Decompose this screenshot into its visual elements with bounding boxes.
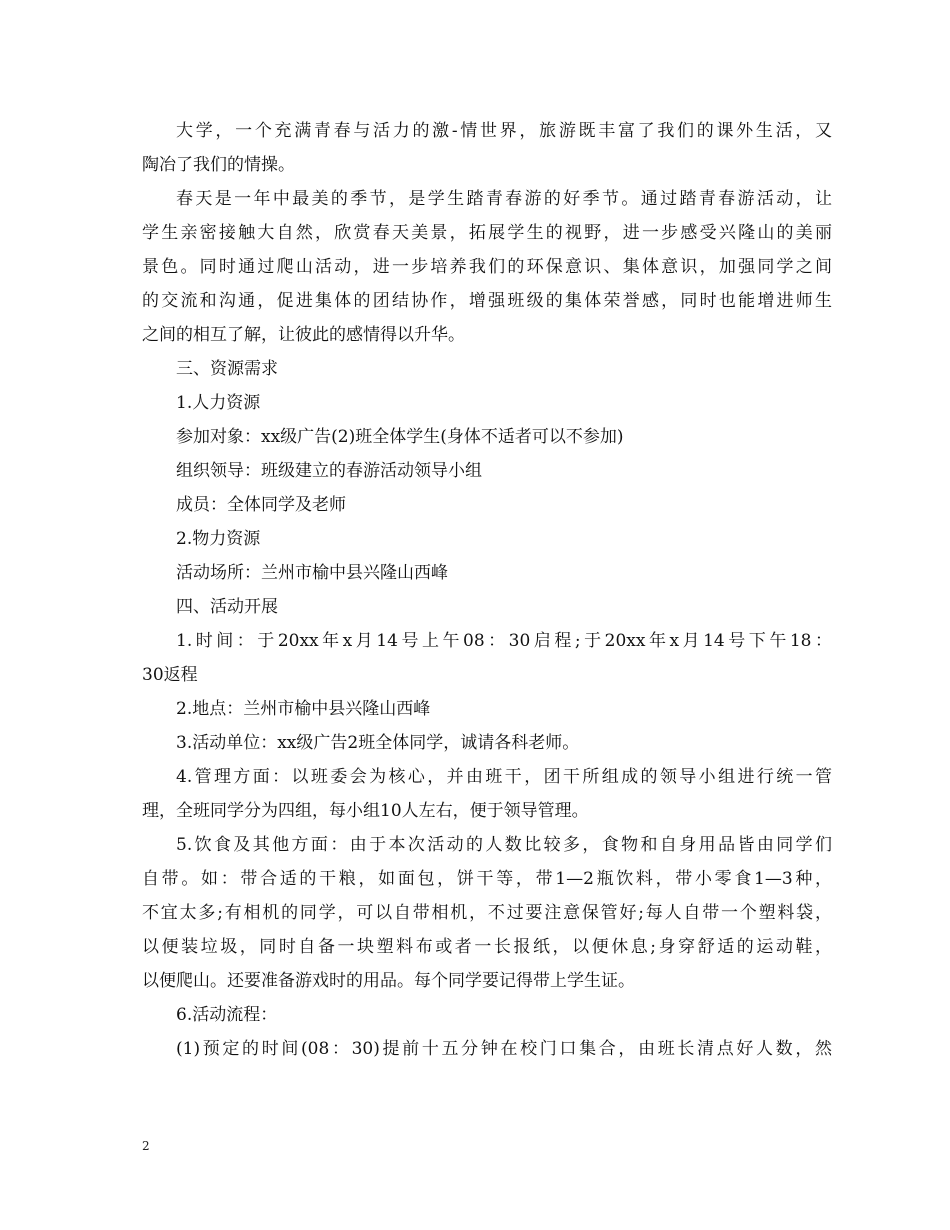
paragraph-line: 陶冶了我们的情操。 bbox=[142, 155, 295, 175]
paragraph-line: 以便爬山。还要准备游戏时的用品。每个同学要记得带上学生证。 bbox=[142, 971, 635, 991]
subsection-heading: 1.人力资源 bbox=[176, 393, 261, 413]
paragraph-line: 活动场所：兰州市榆中县兴隆山西峰 bbox=[176, 563, 448, 583]
paragraph-line: 之间的相互了解，让彼此的感情得以升华。 bbox=[142, 325, 465, 345]
paragraph-line: 组织领导：班级建立的春游活动领导小组 bbox=[176, 461, 482, 481]
paragraph-line: 不宜太多;有相机的同学，可以自带相机，不过要注意保管好;每人自带一个塑料袋， bbox=[142, 903, 832, 923]
section-heading: 三、资源需求 bbox=[176, 359, 278, 379]
paragraph-line: 30返程 bbox=[142, 665, 198, 685]
paragraph-line: 4.管理方面：以班委会为核心，并由班干，团干所组成的领导小组进行统一管 bbox=[176, 767, 832, 787]
paragraph-line: 以便装垃圾，同时自备一块塑料布或者一长报纸，以便休息;身穿舒适的运动鞋， bbox=[142, 937, 832, 957]
paragraph-line: 景色。同时通过爬山活动，进一步培养我们的环保意识、集体意识，加强同学之间 bbox=[142, 257, 832, 277]
paragraph-line: 1.时间：于20xx年x月14号上午08：30启程;于20xx年x月14号下午18： bbox=[176, 631, 832, 651]
paragraph-line: 理，全班同学分为四组，每小组10人左右，便于领导管理。 bbox=[142, 801, 589, 821]
subsection-heading: 2.物力资源 bbox=[176, 529, 261, 549]
paragraph-line: 的交流和沟通，促进集体的团结协作，增强班级的集体荣誉感，同时也能增进师生 bbox=[142, 291, 832, 311]
paragraph-line: 参加对象：xx级广告(2)班全体学生(身体不适者可以不参加) bbox=[176, 427, 624, 447]
page-number: 2 bbox=[142, 1139, 150, 1153]
paragraph-line: (1)预定的时间(08：30)提前十五分钟在校门口集合，由班长清点好人数，然 bbox=[176, 1039, 832, 1059]
paragraph-line: 学生亲密接触大自然，欣赏春天美景，拓展学生的视野，进一步感受兴隆山的美丽 bbox=[142, 223, 832, 243]
paragraph-line: 成员：全体同学及老师 bbox=[176, 495, 346, 515]
paragraph-line: 自带。如：带合适的干粮，如面包，饼干等，带1—2瓶饮料，带小零食1—3种， bbox=[142, 869, 832, 889]
paragraph-line: 3.活动单位：xx级广告2班全体同学，诚请各科老师。 bbox=[176, 733, 580, 753]
paragraph-line: 5.饮食及其他方面：由于本次活动的人数比较多，食物和自身用品皆由同学们 bbox=[176, 835, 832, 855]
subsection-heading: 6.活动流程： bbox=[176, 1005, 278, 1025]
paragraph-line: 大学，一个充满青春与活力的激-情世界，旅游既丰富了我们的课外生活，又 bbox=[176, 121, 832, 141]
section-heading: 四、活动开展 bbox=[176, 597, 278, 617]
paragraph-line: 2.地点：兰州市榆中县兴隆山西峰 bbox=[176, 699, 431, 719]
paragraph-line: 春天是一年中最美的季节，是学生踏青春游的好季节。通过踏青春游活动，让 bbox=[176, 189, 832, 209]
